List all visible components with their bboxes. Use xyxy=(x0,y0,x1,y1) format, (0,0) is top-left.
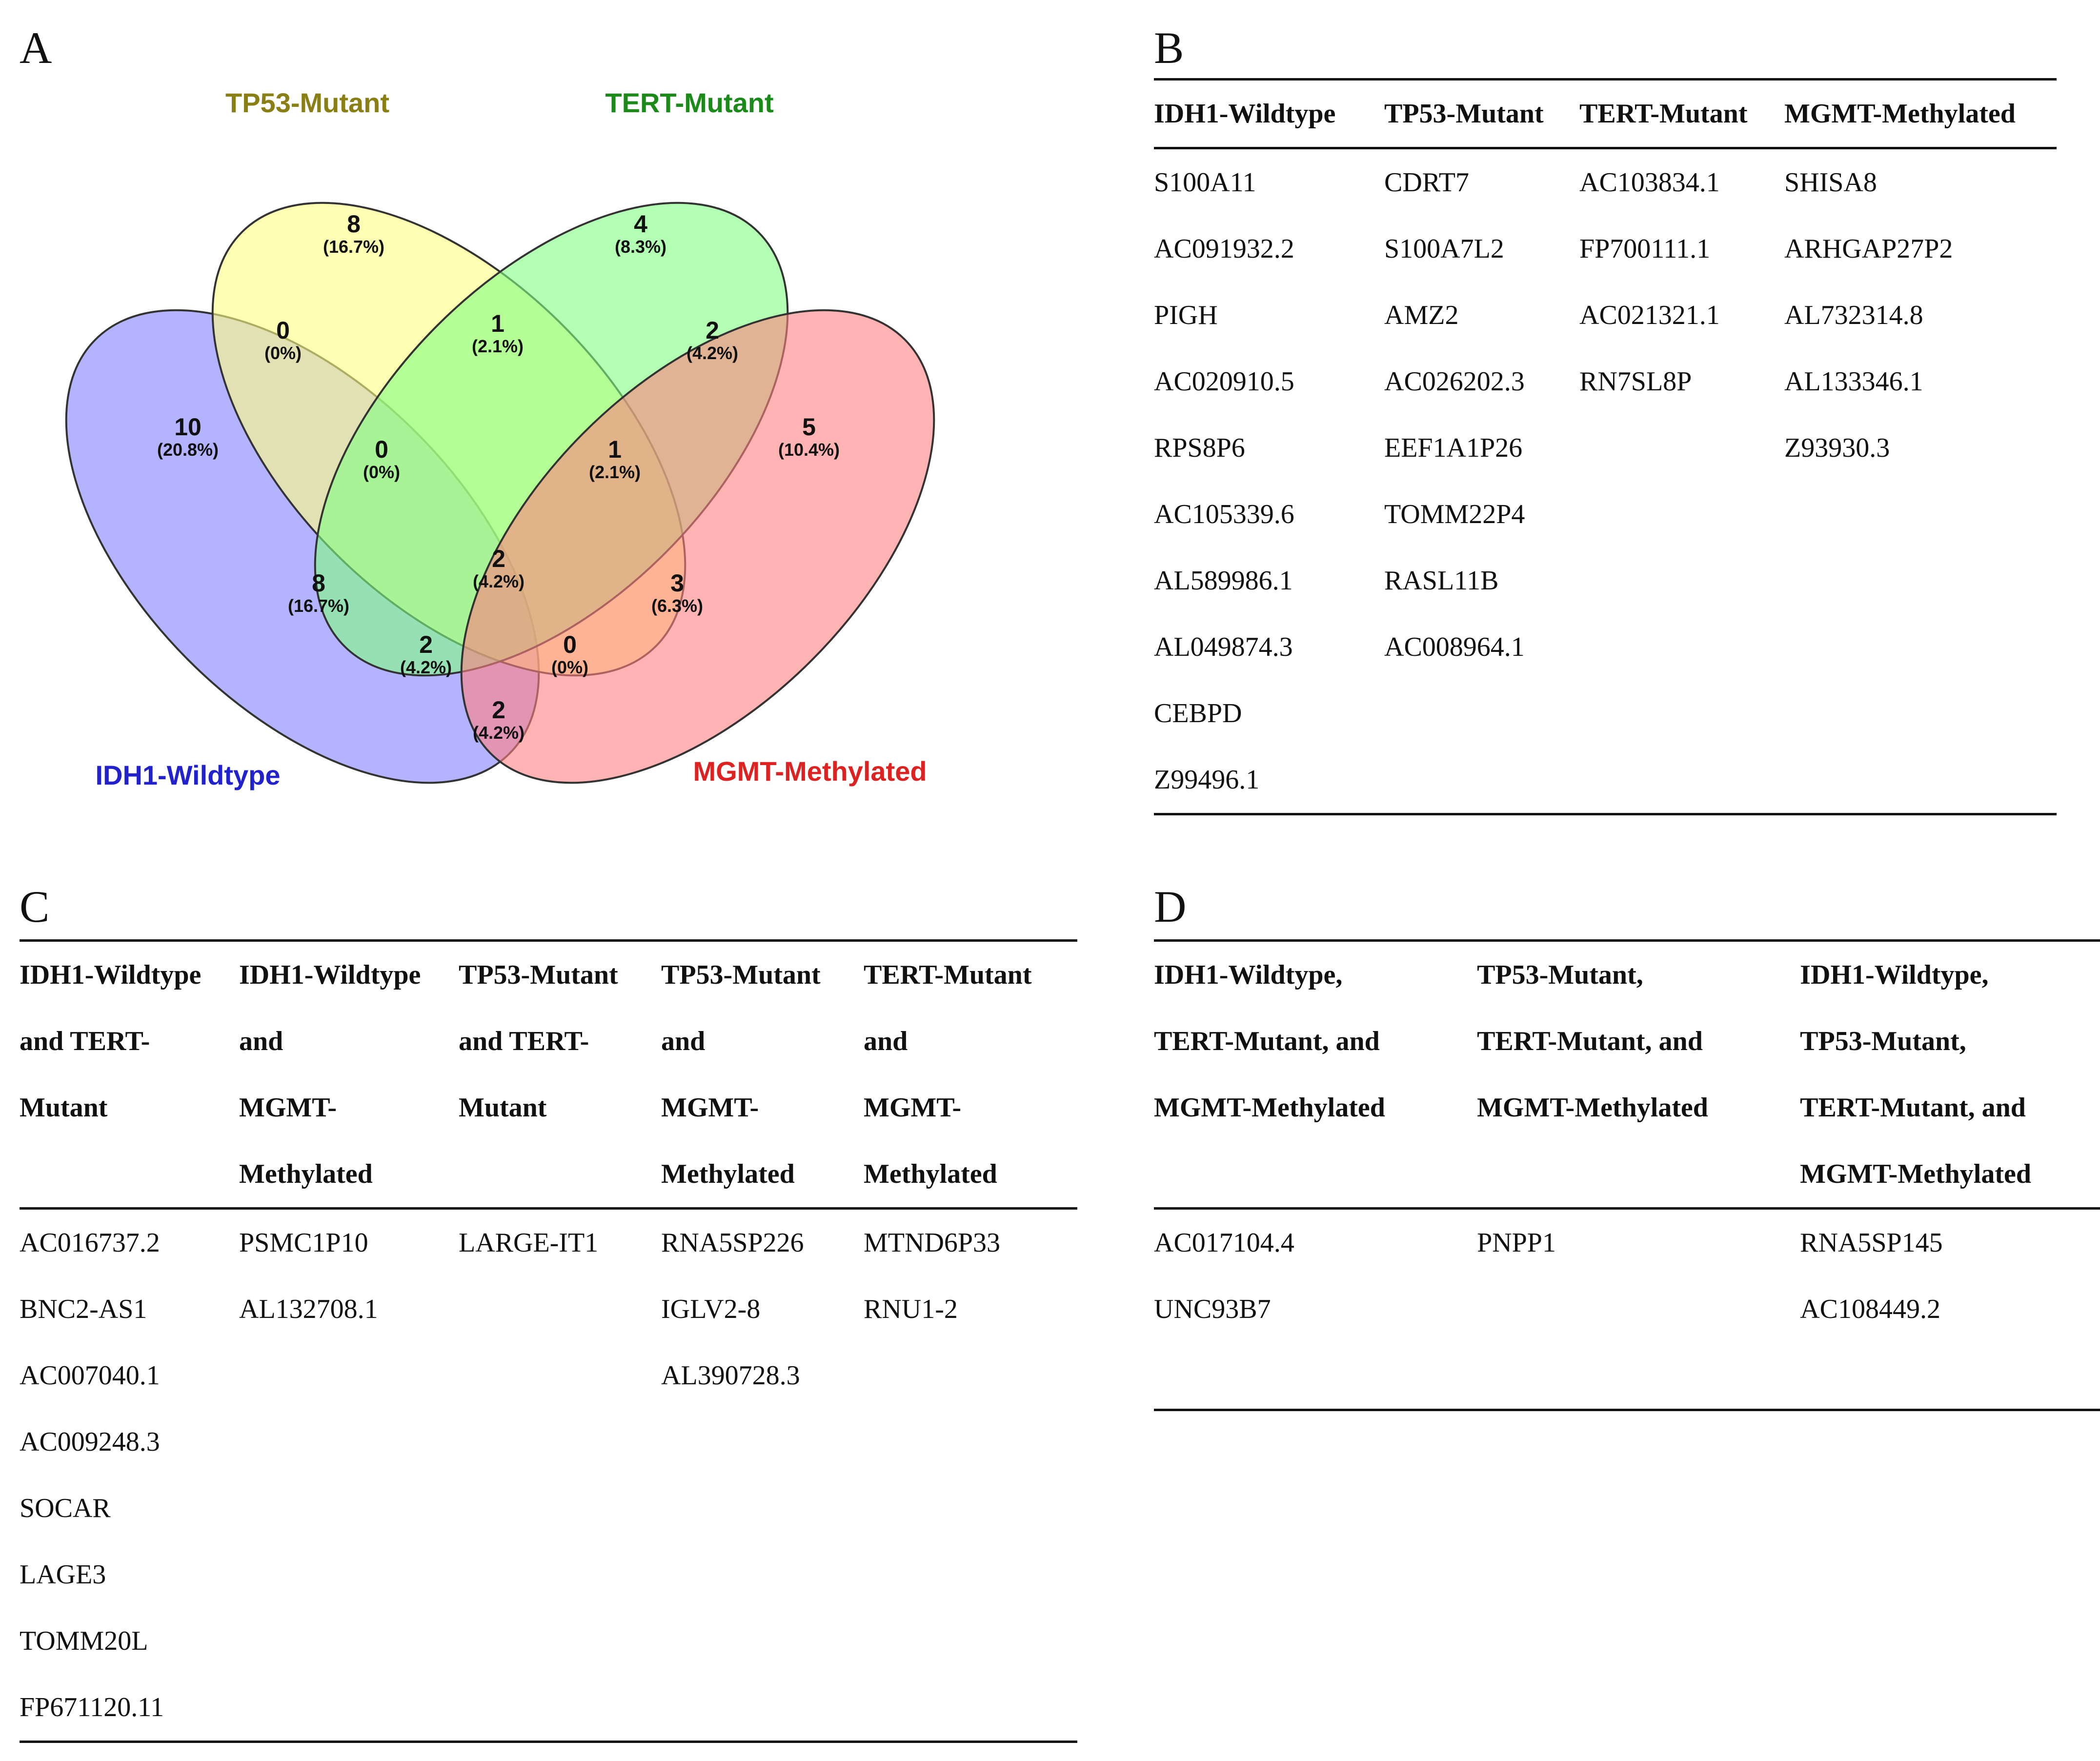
gene-cell: LARGE-IT1 xyxy=(459,1228,599,1258)
venn-region-count: 0 xyxy=(563,631,577,658)
venn-region-count: 1 xyxy=(608,436,622,463)
venn-region-count: 0 xyxy=(375,436,388,463)
column-header: MGMT-Methylated xyxy=(1784,99,2016,129)
column-header-line: and TERT- xyxy=(459,1026,589,1056)
column-header-line: and xyxy=(864,1026,908,1056)
venn-region-pct: (0%) xyxy=(264,343,302,363)
panel-c-letter: C xyxy=(20,882,50,931)
column-header-line: Mutant xyxy=(459,1093,547,1123)
venn-region-pct: (4.2%) xyxy=(400,657,452,677)
column-header xyxy=(20,941,239,1209)
gene-cell xyxy=(1784,614,2057,680)
column-header-line: Methylated xyxy=(661,1159,795,1189)
gene-cell: AC016737.2 xyxy=(20,1228,160,1258)
gene-cell: AL133346.1 xyxy=(1784,366,1923,397)
column-header-line: Methylated xyxy=(239,1159,373,1189)
column-header-line: MGMT- xyxy=(661,1093,759,1123)
gene-cell xyxy=(864,1342,1077,1409)
venn-region-count: 1 xyxy=(491,310,505,337)
column-header-line: IDH1-Wildtype, xyxy=(1800,960,1989,990)
gene-cell xyxy=(864,1409,1077,1475)
column-header-line: IDH1-Wildtype, xyxy=(1154,960,1343,990)
gene-cell xyxy=(239,1409,459,1475)
column-header-line: MGMT-Methylated xyxy=(1154,1093,1385,1123)
column-header-line: MGMT-Methylated xyxy=(1800,1159,2031,1189)
table-row xyxy=(1154,1276,2100,1342)
gene-cell xyxy=(239,1541,459,1608)
table-row xyxy=(20,1541,1077,1608)
column-header-line: MGMT- xyxy=(864,1093,962,1123)
gene-cell: RNU1-2 xyxy=(864,1294,958,1324)
gene-cell xyxy=(1784,547,2057,614)
gene-cell: UNC93B7 xyxy=(1154,1294,1271,1324)
venn-region-count: 3 xyxy=(670,569,684,597)
gene-cell xyxy=(1784,747,2057,814)
venn-label-tert-mutant: TERT-Mutant xyxy=(605,87,774,118)
venn-label-tp53-mutant: TP53-Mutant xyxy=(225,87,389,118)
column-header-line: TP53-Mutant xyxy=(661,960,821,990)
table-row xyxy=(1154,547,2057,614)
table-row xyxy=(20,1608,1077,1674)
venn-region-count: 5 xyxy=(802,413,816,441)
column-header xyxy=(1800,941,2100,1209)
venn-label-idh1-wildtype: IDH1-Wildtype xyxy=(95,760,281,790)
gene-cell xyxy=(661,1608,864,1674)
panel-d-letter: D xyxy=(1154,882,1187,931)
gene-cell xyxy=(459,1608,661,1674)
venn-region-count: 0 xyxy=(276,317,290,344)
gene-cell: PNPP1 xyxy=(1477,1228,1556,1258)
venn-region-pct: (6.3%) xyxy=(651,596,704,616)
column-header-line: MGMT- xyxy=(239,1093,337,1123)
gene-cell xyxy=(459,1409,661,1475)
column-header xyxy=(459,941,661,1209)
column-header xyxy=(1477,941,1800,1209)
gene-cell xyxy=(239,1342,459,1409)
column-header xyxy=(864,941,1077,1209)
venn-region-count: 8 xyxy=(312,569,325,597)
gene-cell xyxy=(661,1541,864,1608)
gene-cell: S100A7L2 xyxy=(1384,234,1504,264)
column-header xyxy=(239,941,459,1209)
table-row xyxy=(1154,148,2057,216)
gene-cell: AC017104.4 xyxy=(1154,1228,1294,1258)
gene-cell: RPS8P6 xyxy=(1154,433,1245,463)
venn-region-count: 4 xyxy=(634,210,647,238)
venn-region-pct: (10.4%) xyxy=(778,440,840,460)
table-row xyxy=(1154,614,2057,680)
gene-cell xyxy=(1579,680,1784,747)
gene-cell xyxy=(864,1674,1077,1742)
venn-region-pct: (2.1%) xyxy=(471,336,524,356)
gene-cell: MTND6P33 xyxy=(864,1228,1001,1258)
gene-cell: LAGE3 xyxy=(20,1559,106,1590)
table-row xyxy=(20,1209,1077,1276)
gene-cell xyxy=(1800,1342,2100,1410)
gene-cell xyxy=(1579,614,1784,680)
venn-diagram xyxy=(0,0,1122,839)
panel-a-letter: A xyxy=(20,23,52,73)
column-header-line: TERT-Mutant, and xyxy=(1800,1093,2026,1123)
column-header-line: TERT-Mutant xyxy=(864,960,1032,990)
gene-cell xyxy=(1384,747,1579,814)
gene-cell: RASL11B xyxy=(1384,566,1499,596)
panel-c-table xyxy=(20,939,1077,1743)
gene-cell xyxy=(459,1342,661,1409)
gene-cell xyxy=(239,1475,459,1541)
gene-cell: BNC2-AS1 xyxy=(20,1294,147,1324)
venn-region-count: 10 xyxy=(174,413,202,441)
gene-cell: AC091932.2 xyxy=(1154,234,1294,264)
gene-cell: Z99496.1 xyxy=(1154,765,1260,795)
venn-region-pct: (0%) xyxy=(551,657,589,677)
table-row xyxy=(1154,348,2057,415)
gene-cell: AL132708.1 xyxy=(239,1294,378,1324)
gene-cell xyxy=(239,1674,459,1742)
gene-cell: AMZ2 xyxy=(1384,300,1459,330)
gene-cell: SOCAR xyxy=(20,1493,111,1523)
column-header-line: and TERT- xyxy=(20,1026,150,1056)
venn-region-pct: (4.2%) xyxy=(472,571,525,591)
gene-cell xyxy=(1477,1276,1800,1342)
column-header-line: Methylated xyxy=(864,1159,997,1189)
table-row xyxy=(1154,680,2057,747)
gene-cell: Z93930.3 xyxy=(1784,433,1890,463)
table-row xyxy=(20,1276,1077,1342)
panel-b-letter: B xyxy=(1154,23,1184,73)
gene-cell xyxy=(1477,1342,1800,1410)
table-header-row xyxy=(1154,941,2100,1209)
venn-region-pct: (16.7%) xyxy=(323,237,385,257)
table-row xyxy=(1154,282,2057,348)
gene-cell: TOMM20L xyxy=(20,1626,148,1656)
gene-cell: CDRT7 xyxy=(1384,167,1469,198)
table-row xyxy=(1154,1342,2100,1410)
table-row xyxy=(1154,481,2057,547)
gene-cell: RNA5SP145 xyxy=(1800,1228,1943,1258)
table-row xyxy=(1154,415,2057,481)
gene-cell: AL049874.3 xyxy=(1154,632,1293,662)
venn-region-pct: (4.2%) xyxy=(472,723,525,743)
gene-cell: AC026202.3 xyxy=(1384,366,1525,397)
column-header xyxy=(1154,941,1477,1209)
column-header: IDH1-Wildtype xyxy=(1154,99,1336,129)
column-header: TERT-Mutant xyxy=(1579,99,1748,129)
gene-cell: AC108449.2 xyxy=(1800,1294,1940,1324)
venn-label-mgmt-methylated: MGMT-Methylated xyxy=(693,756,927,787)
gene-cell: AC007040.1 xyxy=(20,1360,160,1391)
table-row xyxy=(20,1674,1077,1742)
table-header-row xyxy=(20,941,1077,1209)
column-header-line: TERT-Mutant, and xyxy=(1154,1026,1380,1056)
table-row xyxy=(20,1409,1077,1475)
gene-cell xyxy=(1579,547,1784,614)
gene-cell: CEBPD xyxy=(1154,698,1242,729)
column-header-line: TERT-Mutant, and xyxy=(1477,1026,1703,1056)
table-row xyxy=(1154,1209,2100,1276)
gene-cell: AC105339.6 xyxy=(1154,499,1294,529)
venn-region-count: 2 xyxy=(492,696,505,724)
gene-cell xyxy=(459,1276,661,1342)
gene-cell: RN7SL8P xyxy=(1579,366,1692,397)
venn-region-count: 2 xyxy=(492,545,505,572)
gene-cell: IGLV2-8 xyxy=(661,1294,761,1324)
gene-cell: FP700111.1 xyxy=(1579,234,1711,264)
gene-cell xyxy=(1784,680,2057,747)
gene-cell: ARHGAP27P2 xyxy=(1784,234,1953,264)
column-header-line: TP53-Mutant xyxy=(459,960,618,990)
gene-cell: AC020910.5 xyxy=(1154,366,1294,397)
gene-cell xyxy=(1579,481,1784,547)
venn-region-count: 2 xyxy=(419,631,433,658)
gene-cell: SHISA8 xyxy=(1784,167,1877,198)
gene-cell xyxy=(1579,415,1784,481)
gene-cell: PIGH xyxy=(1154,300,1218,330)
column-header-line: MGMT-Methylated xyxy=(1477,1093,1708,1123)
gene-cell: TOMM22P4 xyxy=(1384,499,1525,529)
gene-cell xyxy=(459,1674,661,1742)
venn-region-pct: (8.3%) xyxy=(614,237,667,257)
gene-cell: PSMC1P10 xyxy=(239,1228,368,1258)
venn-region-pct: (4.2%) xyxy=(686,343,739,363)
gene-cell xyxy=(1579,747,1784,814)
table-header-row xyxy=(1154,80,2057,148)
gene-cell xyxy=(1384,680,1579,747)
column-header: TP53-Mutant xyxy=(1384,99,1544,129)
gene-cell: AC009248.3 xyxy=(20,1427,160,1457)
gene-cell xyxy=(661,1475,864,1541)
venn-region-count: 8 xyxy=(347,210,361,238)
column-header-line: TP53-Mutant, xyxy=(1477,960,1643,990)
gene-cell xyxy=(459,1541,661,1608)
gene-cell: RNA5SP226 xyxy=(661,1228,804,1258)
gene-cell xyxy=(864,1541,1077,1608)
panel-b-table xyxy=(1154,78,2057,815)
gene-cell: AL732314.8 xyxy=(1784,300,1923,330)
table-row xyxy=(1154,747,2057,814)
table-row xyxy=(1154,216,2057,282)
gene-cell: FP671120.11 xyxy=(20,1692,164,1722)
gene-cell xyxy=(239,1608,459,1674)
gene-cell: S100A11 xyxy=(1154,167,1256,198)
table-row xyxy=(20,1342,1077,1409)
gene-cell xyxy=(864,1475,1077,1541)
gene-cell: AL390728.3 xyxy=(661,1360,800,1391)
column-header xyxy=(661,941,864,1209)
venn-region-pct: (2.1%) xyxy=(588,462,641,482)
gene-cell xyxy=(864,1608,1077,1674)
venn-region-pct: (20.8%) xyxy=(157,440,219,460)
gene-cell: AL589986.1 xyxy=(1154,566,1293,596)
gene-cell: EEF1A1P26 xyxy=(1384,433,1523,463)
venn-region-pct: (16.7%) xyxy=(287,596,350,616)
table-row xyxy=(20,1475,1077,1541)
gene-cell: AC008964.1 xyxy=(1384,632,1525,662)
gene-cell xyxy=(459,1475,661,1541)
column-header-line: TP53-Mutant, xyxy=(1800,1026,1966,1056)
column-header-line: IDH1-Wildtype xyxy=(20,960,202,990)
venn-region-count: 2 xyxy=(706,317,719,344)
gene-cell xyxy=(661,1674,864,1742)
gene-cell xyxy=(661,1409,864,1475)
column-header-line: Mutant xyxy=(20,1093,108,1123)
panel-d-table xyxy=(1154,939,2100,1411)
column-header-line: and xyxy=(661,1026,706,1056)
column-header-line: and xyxy=(239,1026,283,1056)
gene-cell: AC021321.1 xyxy=(1579,300,1720,330)
gene-cell xyxy=(1154,1342,1477,1410)
gene-cell xyxy=(1784,481,2057,547)
gene-cell: AC103834.1 xyxy=(1579,167,1720,198)
venn-region-pct: (0%) xyxy=(363,462,401,482)
column-header-line: IDH1-Wildtype xyxy=(239,960,421,990)
